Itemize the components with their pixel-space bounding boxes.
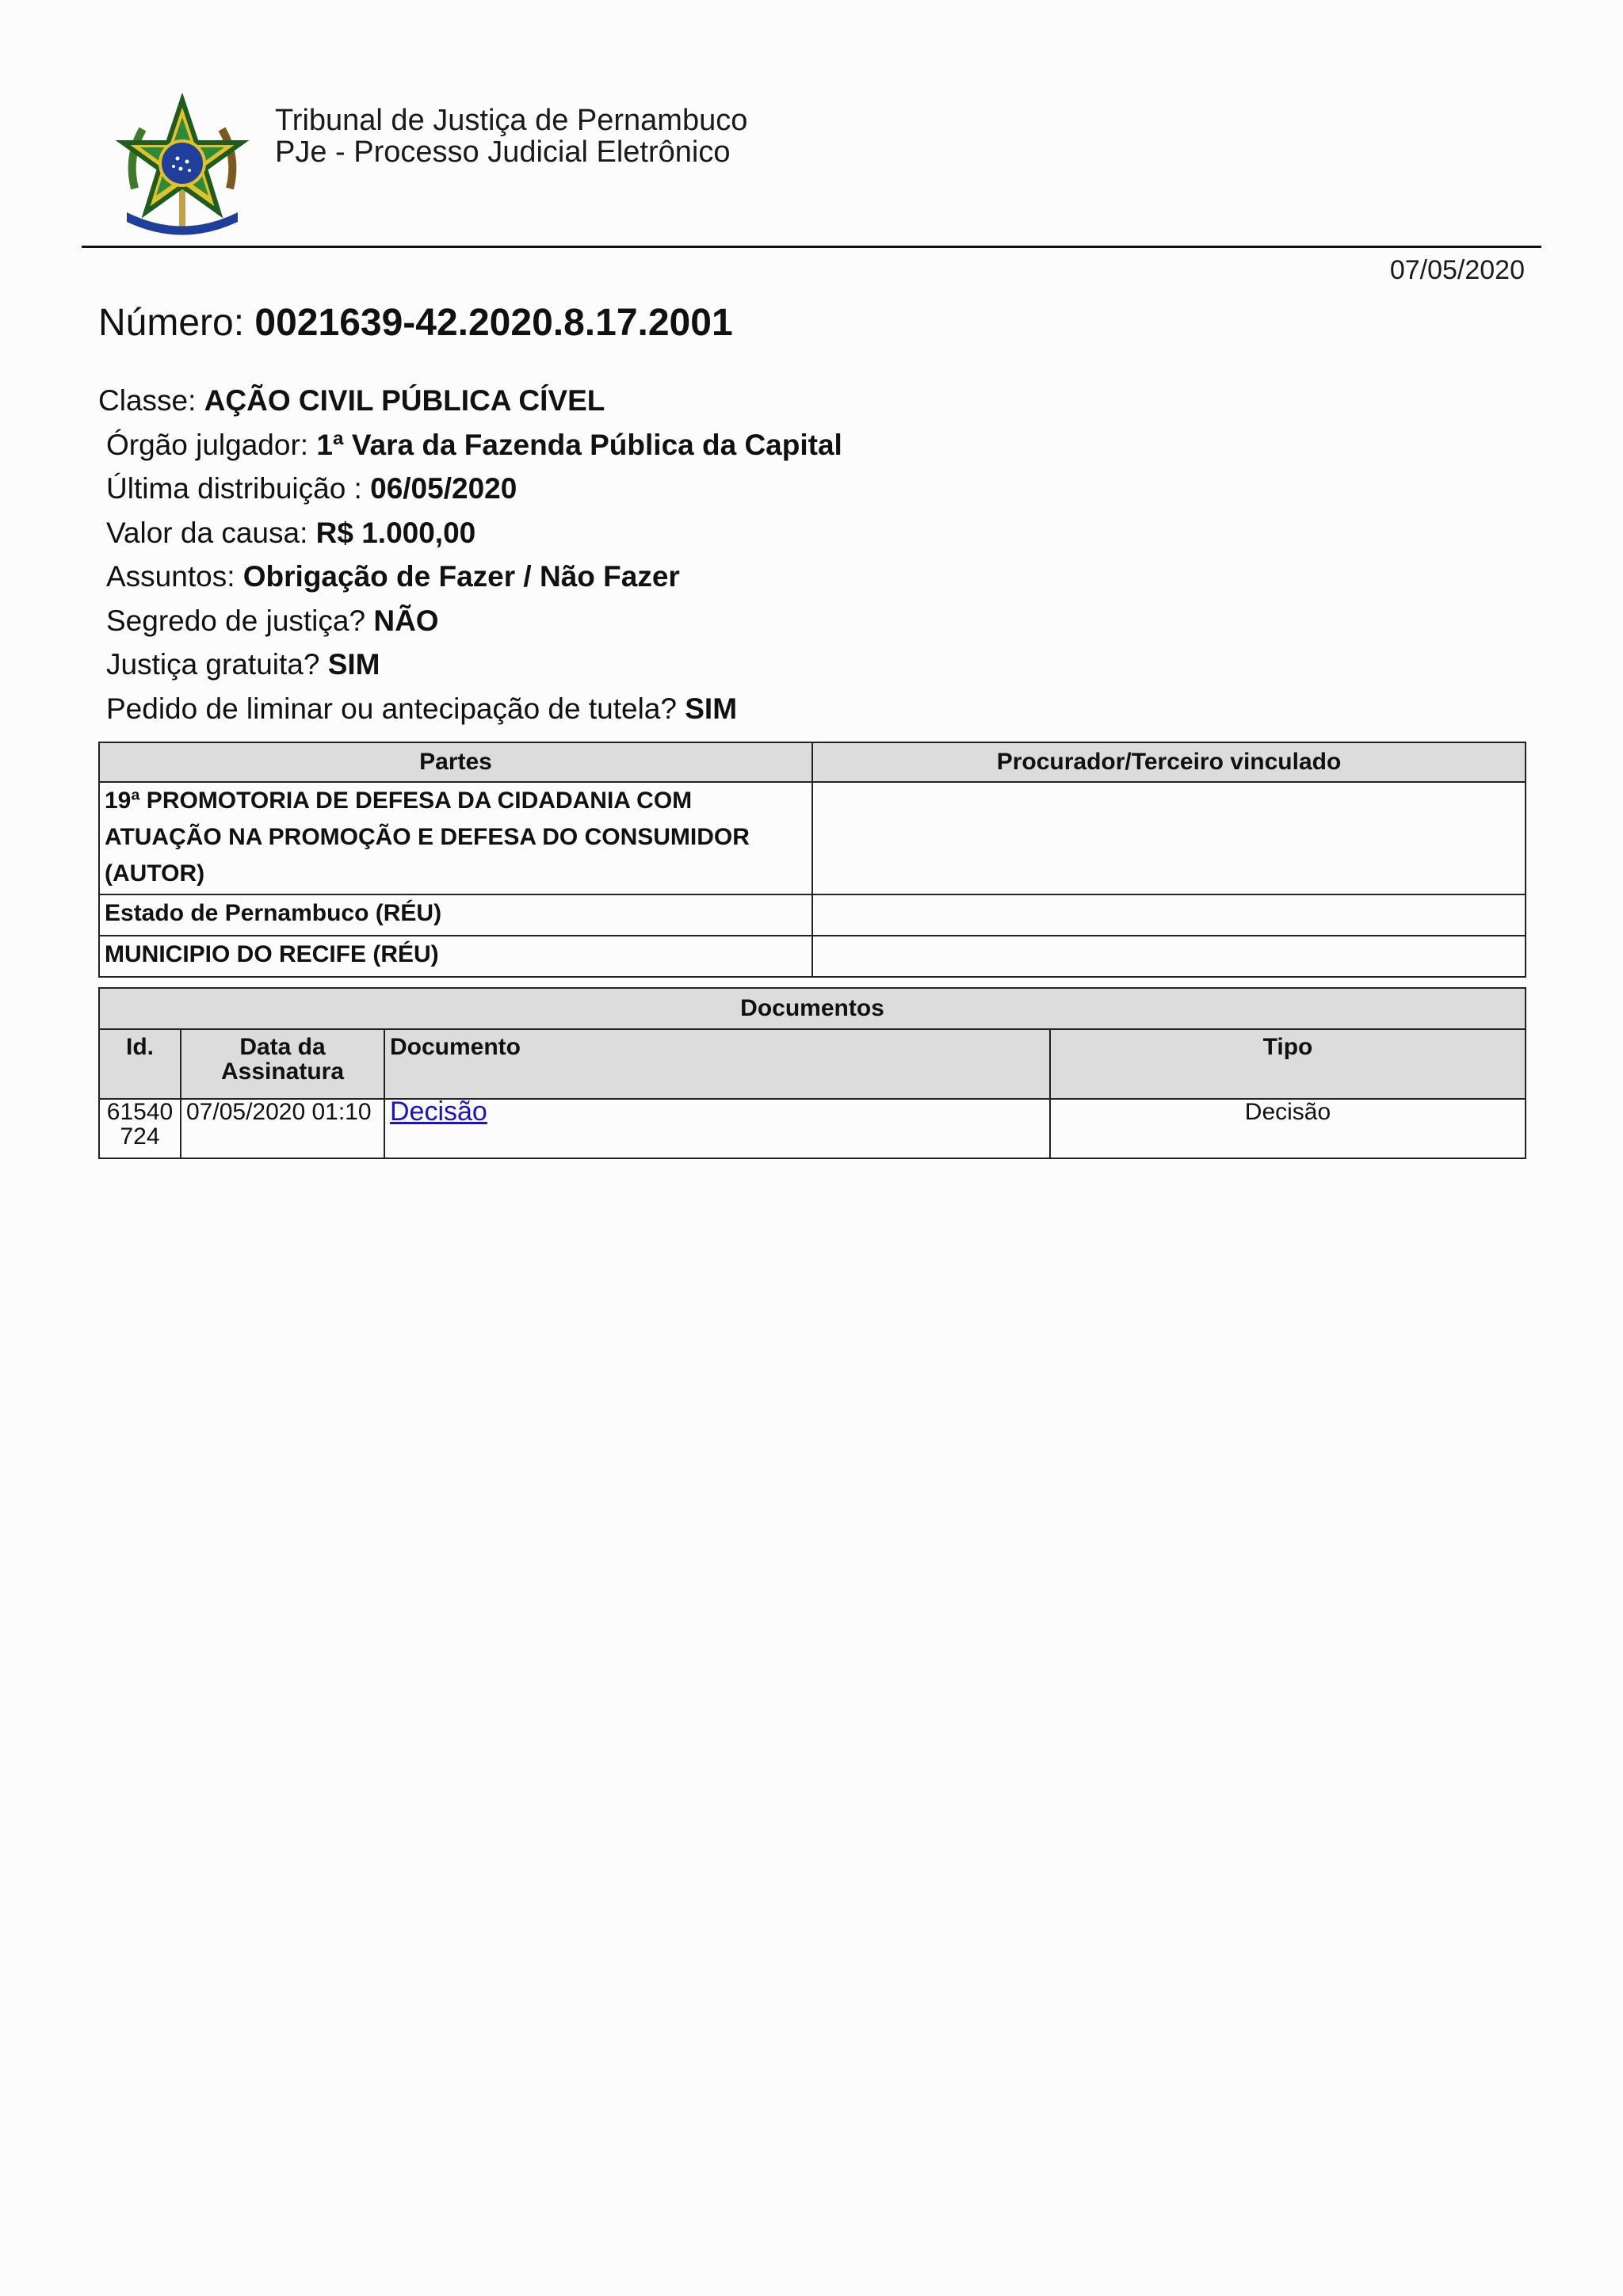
field-value: AÇÃO CIVIL PÚBLICA CÍVEL [204, 384, 605, 417]
documentos-table [98, 987, 1526, 1159]
partes-table [98, 742, 1526, 978]
parte-line: (AUTOR) [105, 860, 205, 887]
process-info [98, 379, 842, 730]
table-row [99, 936, 1526, 977]
procurador-cell [812, 782, 1526, 894]
table-row [99, 1099, 1526, 1158]
documentos-title: Documentos [99, 988, 1526, 1029]
parte-line: 19ª PROMOTORIA DE DEFESA DA CIDADANIA COM [105, 788, 693, 814]
system-name: PJe - Processo Judicial Eletrônico [275, 135, 731, 169]
field-classe [98, 379, 842, 423]
field-justica-gratuita [98, 643, 842, 687]
field-value: SIM [327, 648, 380, 681]
field-value: 06/05/2020 [370, 472, 517, 505]
doc-id-line: 61540 [106, 1099, 174, 1125]
parte-cell [99, 782, 812, 894]
field-label: Valor da causa: [106, 516, 308, 549]
field-label: Segredo de justiça? [106, 604, 366, 637]
doc-name-cell [384, 1099, 1050, 1158]
process-number-value: 0021639-42.2020.8.17.2001 [254, 302, 733, 344]
field-label: Assuntos: [106, 560, 235, 593]
parte-cell: Estado de Pernambuco (RÉU) [99, 894, 812, 936]
table-row [99, 894, 1526, 936]
header-title-block [275, 105, 747, 168]
header-line: Data da [239, 1034, 326, 1060]
field-orgao-julgador [98, 423, 842, 467]
header-tipo: Tipo [1050, 1029, 1526, 1099]
doc-id-line: 724 [120, 1123, 160, 1150]
field-segredo-justica [98, 599, 842, 643]
field-valor-causa [98, 511, 842, 555]
field-ultima-distribuicao [98, 467, 842, 511]
field-label: Justiça gratuita? [106, 648, 320, 681]
field-value: SIM [685, 692, 738, 725]
header-line: Assinatura [220, 1058, 345, 1085]
parte-line: ATUAÇÃO NA PROMOÇÃO E DEFESA DO CONSUMIDOR [105, 824, 750, 850]
field-value: Obrigação de Fazer / Não Fazer [242, 560, 680, 593]
doc-date-cell: 07/05/2020 01:10 [181, 1099, 384, 1158]
print-date: 07/05/2020 [1389, 255, 1525, 285]
parte-cell: MUNICIPIO DO RECIFE (RÉU) [99, 936, 812, 977]
table-header-row [99, 742, 1526, 782]
field-value: NÃO [373, 604, 439, 637]
table-row [99, 782, 1526, 894]
document-link[interactable]: Decisão [390, 1097, 487, 1127]
field-label: Pedido de liminar ou antecipação de tutela? [106, 692, 677, 725]
court-name: Tribunal de Justiça de Pernambuco [275, 104, 748, 137]
table-header-row [99, 1029, 1526, 1099]
header-partes: Partes [99, 742, 812, 782]
field-label: Classe: [98, 384, 197, 417]
procurador-cell [812, 894, 1526, 936]
header-id: Id. [99, 1029, 181, 1099]
field-value: R$ 1.000,00 [315, 516, 476, 549]
brazil-coat-of-arms-icon [111, 93, 254, 241]
doc-id-cell [99, 1099, 181, 1158]
table-title-row [99, 988, 1526, 1029]
process-number [98, 301, 733, 345]
field-label: Órgão julgador: [106, 428, 309, 461]
field-value: 1ª Vara da Fazenda Pública da Capital [316, 428, 842, 461]
header-data-assinatura [181, 1029, 384, 1099]
doc-type-cell: Decisão [1050, 1099, 1526, 1158]
header-documento: Documento [384, 1029, 1050, 1099]
procurador-cell [812, 936, 1526, 977]
header-procurador: Procurador/Terceiro vinculado [812, 742, 1526, 782]
field-pedido-liminar [98, 687, 842, 731]
field-assuntos [98, 555, 842, 599]
process-number-label: Número: [98, 302, 245, 344]
field-label: Última distribuição : [106, 472, 362, 505]
header-divider [82, 246, 1541, 248]
